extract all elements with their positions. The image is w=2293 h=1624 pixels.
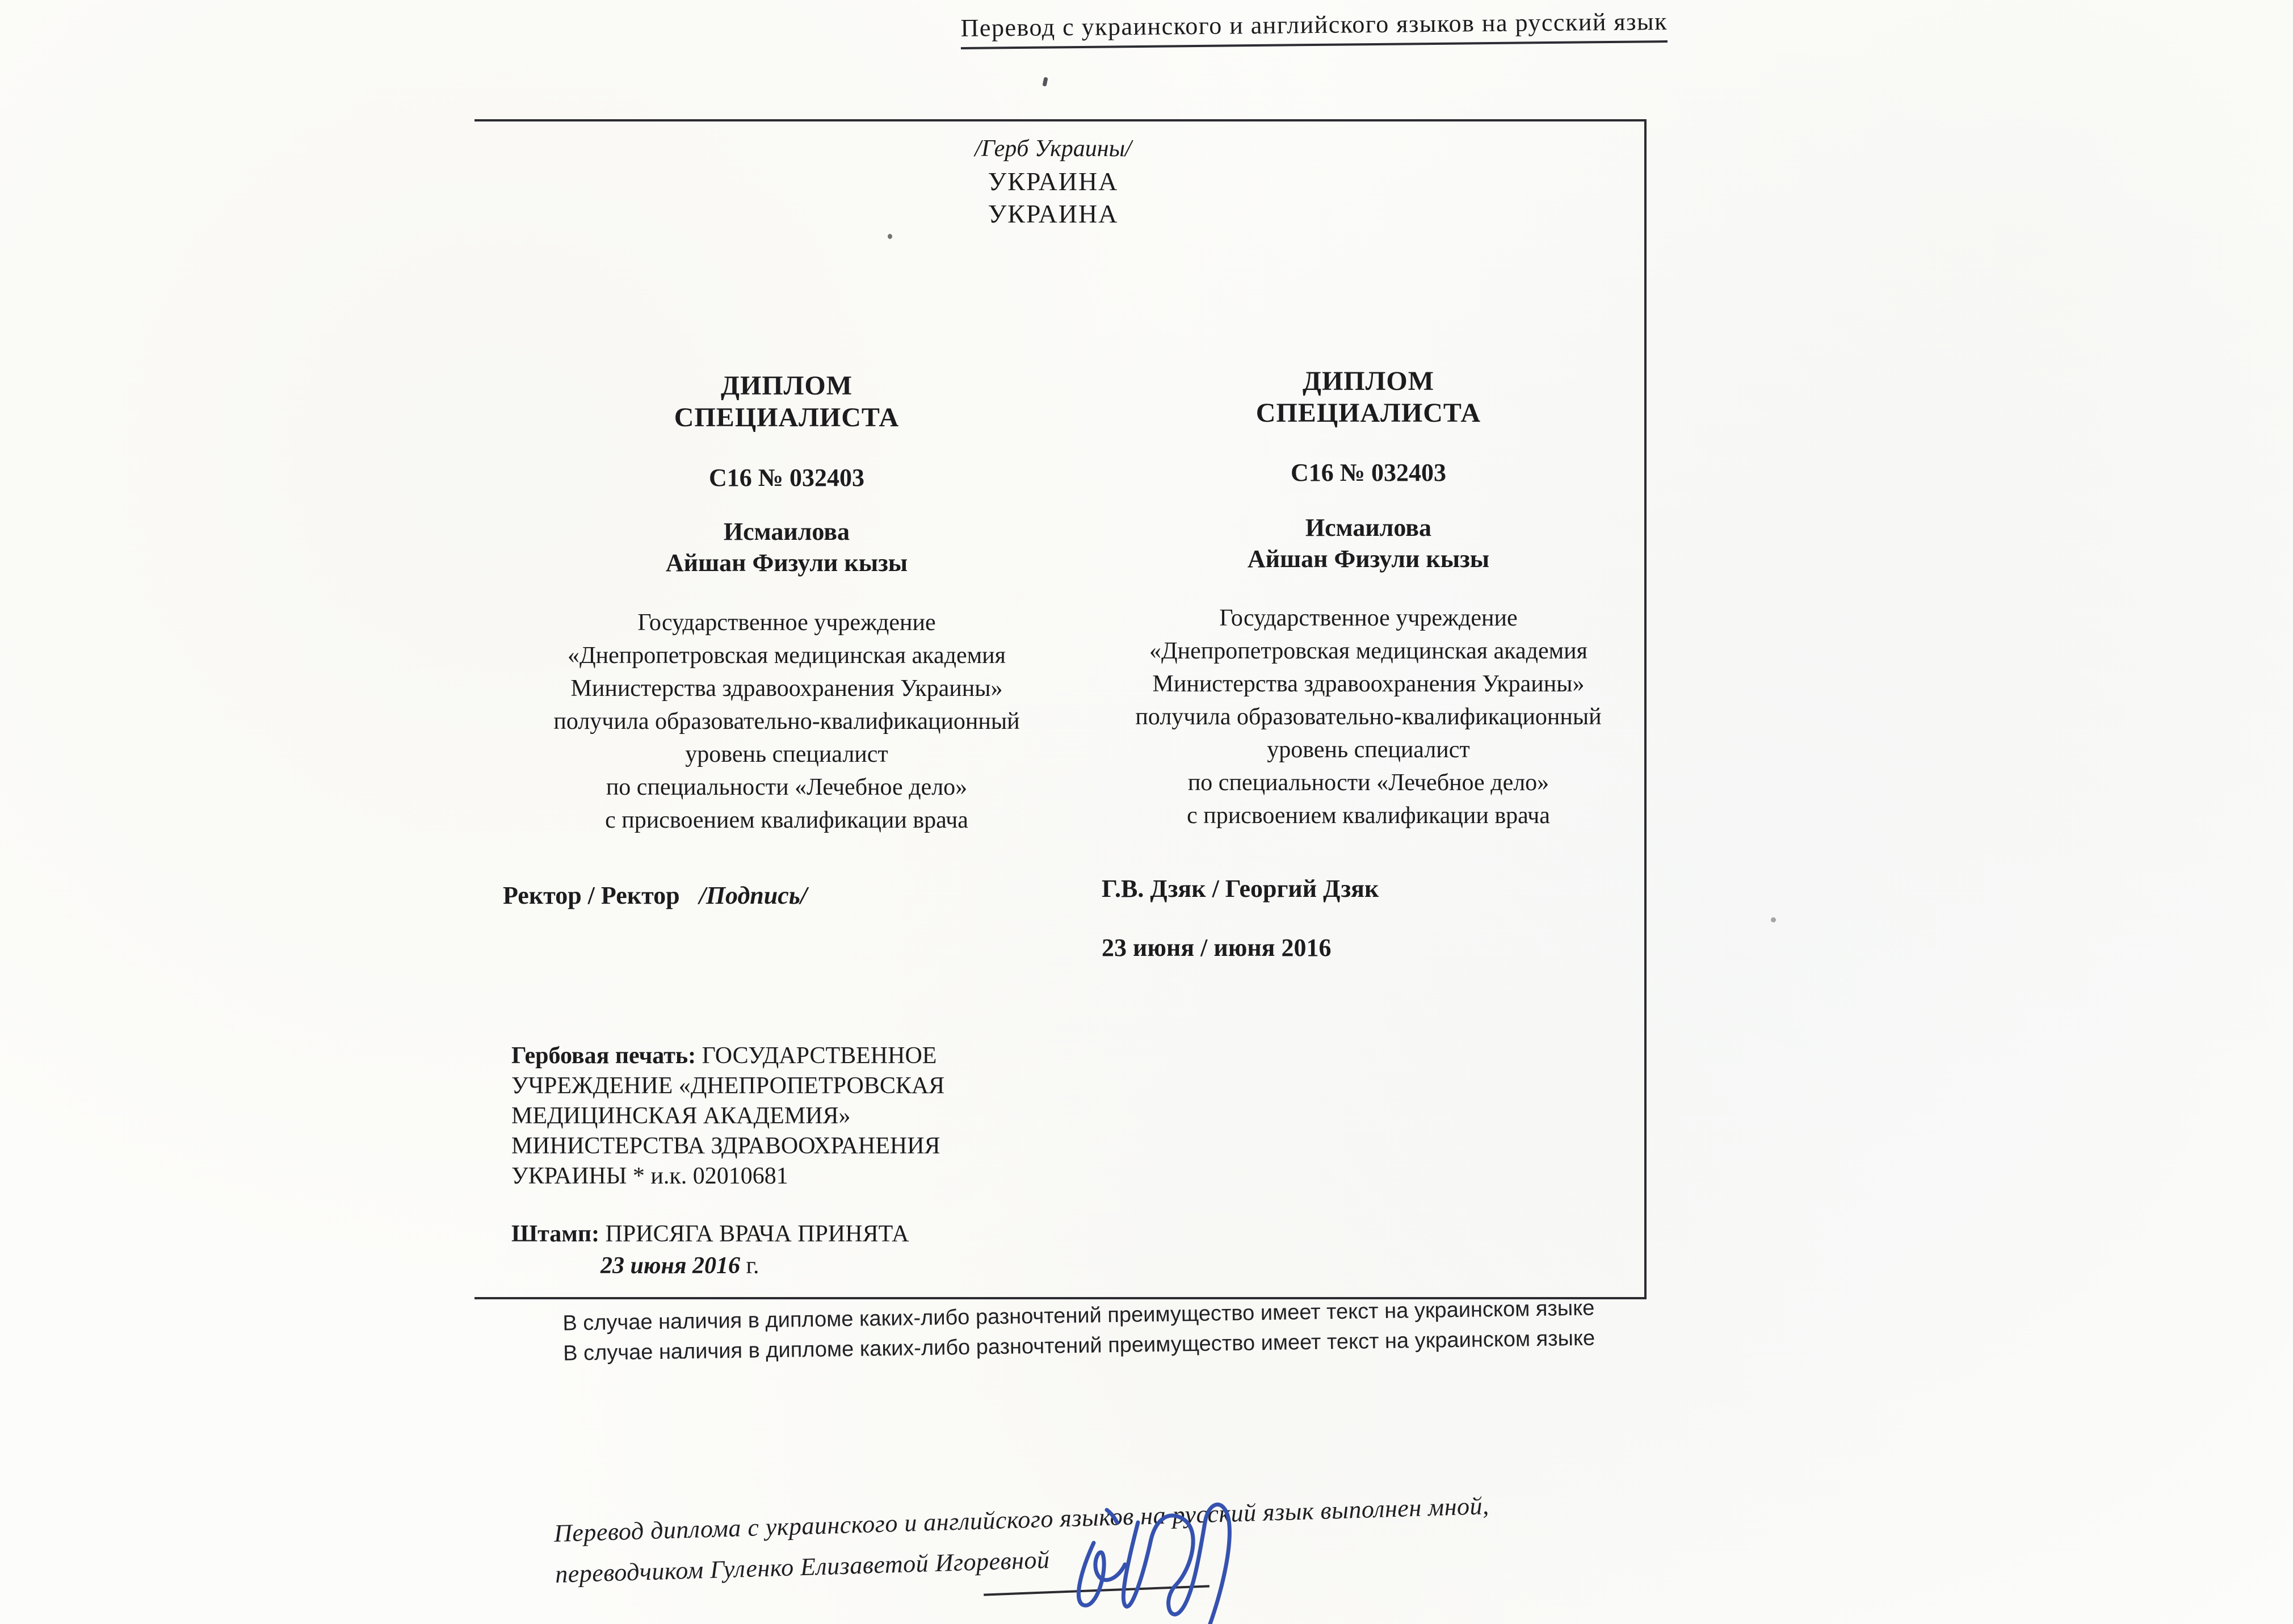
body-line: «Днепропетровская медицинская академия [1149, 638, 1588, 664]
body-line: по специальности «Лечебное дело» [1187, 770, 1549, 796]
graduate-given-name: Айшан Физули кызы [1247, 545, 1490, 573]
issue-date-line: 23 июня / июня 2016 [1102, 934, 1332, 962]
diploma-title [1090, 366, 1647, 429]
stamp-label: Штамп: [511, 1221, 600, 1247]
diploma-number: С16 № 032403 [1291, 459, 1446, 486]
body-line: Министерства здравоохранения Украины» [570, 675, 1003, 702]
diploma-body-text [497, 606, 1076, 837]
stamp-text: ПРИСЯГА ВРАЧА ПРИНЯТА [605, 1221, 909, 1247]
body-line: «Днепропетровская медицинская академия [568, 643, 1006, 669]
body-line: уровень специалист [685, 741, 888, 767]
graduate-surname: Исмаилова [723, 518, 850, 545]
diploma-title-line1: ДИПЛОМ [1302, 366, 1435, 396]
body-line: Государственное учреждение [1219, 605, 1518, 631]
discrepancy-footnote [482, 1292, 1675, 1370]
diploma-body-text [1090, 602, 1647, 832]
emblem-note: /Герб Украины/ [975, 136, 1132, 162]
seal-text: ГОСУДАРСТВЕННОЕ УЧРЕЖДЕНИЕ «ДНЕПРОПЕТРОВСКАЯ МЕДИЦИНСКАЯ АКАДЕМИЯ» МИНИСТЕРСТВА ЗДРАВООХРАНЕНИЯ УКРАИНЫ * и.к. 02010681 [511, 1043, 945, 1189]
diploma-frame [474, 119, 1647, 1299]
diploma-number: С16 № 032403 [709, 464, 864, 492]
body-line: по специальности «Лечебное дело» [606, 774, 968, 800]
body-line: с присвоением квалификации врача [1187, 803, 1550, 829]
scan-speck [1771, 917, 1776, 922]
body-line: уровень специалист [1267, 737, 1470, 763]
body-line: получила образовательно-квалификационный [1135, 704, 1602, 730]
stamp-date: 23 июня 2016 [600, 1253, 740, 1279]
rector-label: Ректор / Ректор [503, 882, 680, 909]
stamp-description [511, 1220, 909, 1248]
diploma-title [497, 370, 1076, 434]
diploma-title-line1: ДИПЛОМ [720, 371, 853, 401]
country-name-line1: УКРАИНА [988, 167, 1119, 196]
discrepancy-footnote-line1: В случае наличия в дипломе каких-либо разночтений преимущество имеет текст на украинском языке [562, 1296, 1595, 1336]
translator-certification-line2: переводчиком Гуленко Елизаветой Игоревной [555, 1546, 1051, 1588]
seal-description [511, 1041, 1034, 1191]
emblem-block [468, 133, 1638, 230]
diploma-title-line2: СПЕЦИАЛИСТА [1255, 398, 1481, 428]
stamp-date-suffix: г. [740, 1253, 759, 1279]
graduate-name [1090, 512, 1647, 574]
discrepancy-footnote-line2: В случае наличия в дипломе каких-либо разночтений преимущество имеет текст на украинском языке [562, 1326, 1595, 1366]
scan-speck [888, 234, 892, 239]
stamp-date-line [600, 1252, 759, 1279]
body-line: с присвоением квалификации врача [605, 807, 968, 833]
translator-certification [553, 1485, 1491, 1595]
body-line: Министерства здравоохранения Украины» [1152, 671, 1585, 697]
translator-signature [1039, 1487, 1288, 1624]
diploma-title-line2: СПЕЦИАЛИСТА [674, 402, 900, 433]
rector-signature-line [503, 881, 807, 910]
scan-speck [1042, 77, 1048, 86]
body-line: Государственное учреждение [637, 610, 936, 636]
signature-note: /Подпись/ [699, 882, 808, 909]
rector-name-line: Г.В. Дзяк / Георгий Дзяк [1102, 875, 1379, 903]
translator-certification-line1: Перевод диплома с украинского и английского языков на русский язык выполнен мной, [553, 1492, 1490, 1547]
seal-label: Гербовая печать: [511, 1043, 696, 1069]
graduate-name [497, 516, 1076, 578]
body-line: получила образовательно-квалификационный [553, 708, 1020, 735]
graduate-given-name: Айшан Физули кызы [665, 549, 908, 577]
graduate-surname: Исмаилова [1305, 514, 1432, 542]
country-name-line2: УКРАИНА [988, 199, 1119, 228]
page-title: Перевод с украинского и английского языков на русский язык [960, 7, 1668, 49]
